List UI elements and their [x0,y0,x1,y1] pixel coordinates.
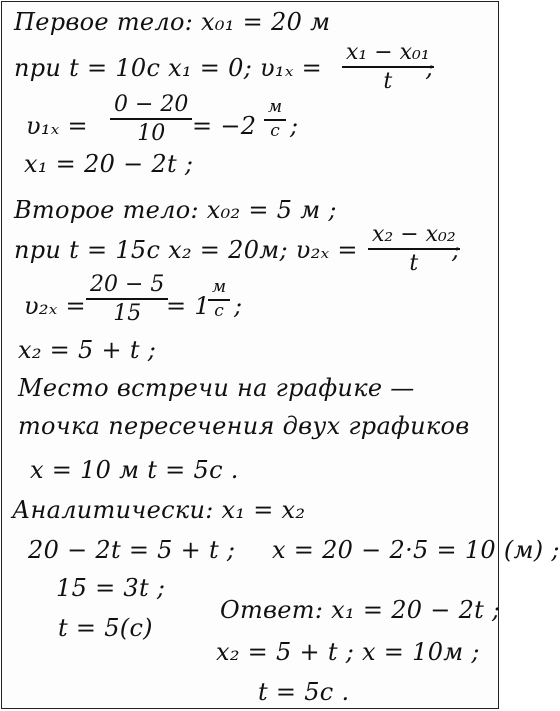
velocity-1-calc-fraction [110,92,192,147]
graphs-intersection-line: точка пересечения двух графиков [18,412,470,440]
first-body-conditions-line: при t = 10с x₁ = 0; υ₁ₓ = [14,54,323,82]
fraction-numerator: x₁ − x₀₁ [342,40,434,68]
velocity-2-calc-label: υ₂ₓ = [24,292,86,320]
meeting-point-line: Место встречи на графике — [18,374,415,402]
fraction-numerator: x₂ − x₀₂ [368,222,460,250]
velocity-1-result: = −2 [192,112,257,140]
fraction-numerator: 0 − 20 [110,92,192,120]
velocity-unit-fraction [208,278,230,321]
handwritten-solution-page [1,1,560,709]
velocity-2-formula-fraction [368,222,460,277]
first-body-line: Первое тело: x₀₁ = 20 м [14,8,331,36]
fraction-numerator: 20 − 5 [86,272,168,300]
second-body-conditions-line: при t = 15с x₂ = 20м; υ₂ₓ = [14,236,358,264]
fraction-denominator: с [214,300,224,321]
fraction-denominator: с [270,120,280,141]
meeting-time-result: t = 5(с) [58,614,153,642]
fraction-denominator: 10 [137,121,166,147]
velocity-unit-fraction [264,98,286,141]
fraction-denominator: 15 [113,301,142,327]
fraction-numerator: м [264,98,286,121]
line-end-semicolon: ; [234,292,243,320]
fraction-denominator: t [409,251,419,277]
solve-step-line: 15 = 3t ; [56,574,166,602]
analytical-heading-line: Аналитически: x₁ = x₂ [12,496,306,524]
velocity-2-result: = 1 [166,292,210,320]
velocity-1-calc-label: υ₁ₓ = [26,112,88,140]
line-end-semicolon: ; [452,236,461,264]
equate-positions-line: 20 − 2t = 5 + t ; [28,536,236,564]
equation-x2-line: x₂ = 5 + t ; [18,336,157,364]
graphical-answer-line: x = 10 м t = 5с . [30,456,239,484]
line-end-semicolon: ; [290,112,299,140]
second-body-line: Второе тело: x₀₂ = 5 м ; [14,196,337,224]
answer-x1-line: Ответ: x₁ = 20 − 2t ; [220,596,501,624]
answer-time-line: t = 5с . [258,678,350,706]
velocity-2-calc-fraction [86,272,168,327]
answer-x2-line: x₂ = 5 + t ; x = 10м ; [216,638,480,666]
velocity-1-formula-fraction [342,40,434,95]
line-end-semicolon: ; [426,54,435,82]
fraction-denominator: t [383,69,393,95]
equation-x1-line: x₁ = 20 − 2t ; [24,150,194,178]
meeting-coordinate-calc: x = 20 − 2·5 = 10 (м) ; [272,536,560,564]
fraction-numerator: м [208,278,230,301]
